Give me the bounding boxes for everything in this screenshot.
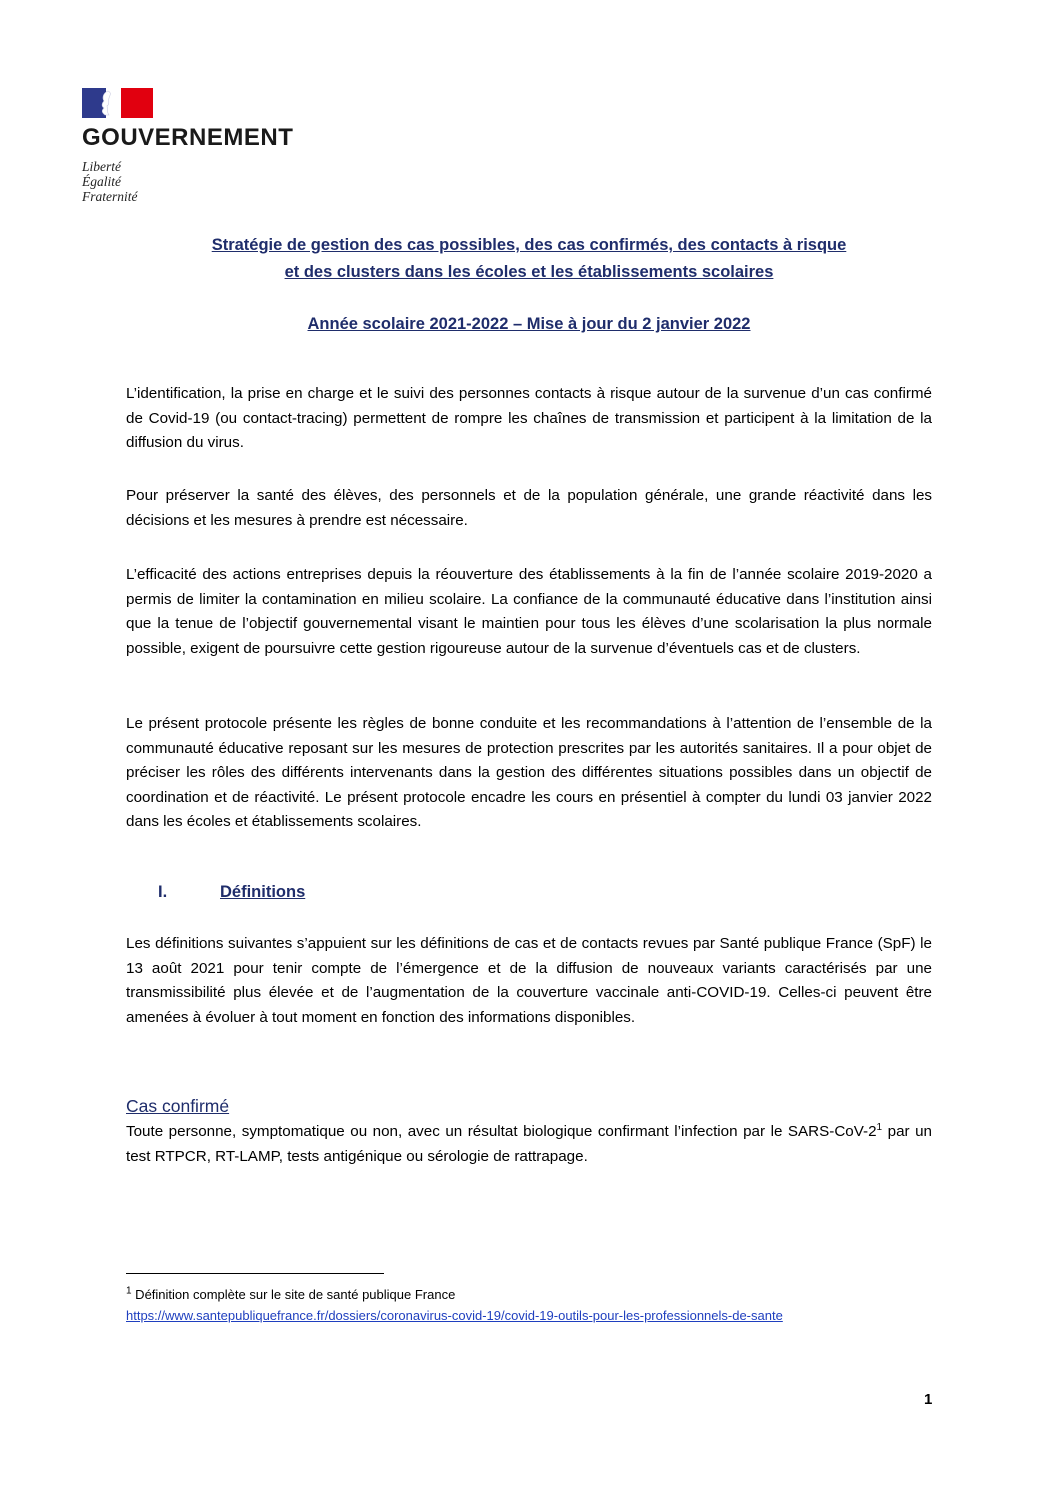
motto <box>82 159 293 204</box>
paragraph-protocol: Le présent protocole présente les règles de bonne conduite et les recommandations à l’attention de l’ensemble de la communauté éducative reposant sur les mesures de protection prescrites par les autorités sanitaires. Il a pour objet de préciser les rôles des différents intervenants dans la gestion des différentes situations possibles dans un objectif de coordination et de réactivité. Le présent protocole encadre les cours en présentiel à compter du lundi 03 janvier 2022 dans les écoles et établissements scolaires. <box>126 715 932 830</box>
title-line-1: Stratégie de gestion des cas possibles, des cas confirmés, des contacts à risque <box>211 236 847 254</box>
marianne-profile-icon <box>96 90 118 116</box>
paragraph-reactivity: Pour préserver la santé des élèves, des personnels et de la population générale, une grande réactivité dans les décisions et les mesures à prendre est nécessaire. <box>126 487 932 529</box>
motto-liberte: Liberté <box>82 159 121 174</box>
government-logo <box>82 88 293 204</box>
footnote-marker: 1 <box>126 1285 132 1297</box>
section-title: Définitions <box>220 883 306 901</box>
paragraph-efficacy: L’efficacité des actions entreprises depuis la réouverture des établissements à la fin de l’année scolaire 2019-2020 a permis de limiter la contamination en milieu scolaire. La confiance de la communauté éducative dans l’institution ainsi que la tenue de l’objectif gouvernemental visant le maintien pour tous les élèves d’une scolarisation la plus normale possible, exigent de poursuivre cette gestion rigoureuse autour de la survenue d’éventuels cas et de clusters. <box>126 566 932 657</box>
motto-fraternite: Fraternité <box>82 189 138 204</box>
section-number: I. <box>158 883 168 901</box>
footnote-text: Définition complète sur le site de santé publique France <box>131 1287 456 1302</box>
page-number: 1 <box>924 1391 933 1408</box>
marianne-flag-icon <box>82 88 153 118</box>
paragraph-definitions: Les définitions suivantes s’appuient sur les définitions de cas et de contacts revues par Santé publique France (SpF) le 13 août 2021 pour tenir compte de l’émergence et de la diffusion de nouveaux variants caractérisés par une transmissibilité plus élevée et de l’augmentation de la couverture vaccinale anti-COVID-19. Celles-ci peuvent être amenées à évoluer à tout moment en fonction des informations disponibles. <box>126 935 932 1026</box>
section-heading-definitions <box>158 880 305 904</box>
motto-egalite: Égalité <box>82 174 121 189</box>
footnote-reference[interactable]: 1 <box>876 1121 883 1133</box>
org-name: GOUVERNEMENT <box>82 124 294 151</box>
footnote-divider <box>126 1273 384 1274</box>
document-title <box>0 232 1058 286</box>
paragraph-cas-confirme: Toute personne, symptomatique ou non, avec un résultat biologique confirmant l’infection par le SARS-$CoV-2^1$ par un test RTPCR, RT-LAMP, tests antigénique ou sérologie de rattrapage. <box>126 1121 932 1165</box>
document-subtitle: Année scolaire 2021-2022 – Mise à jour du 2 janvier 2022 <box>307 315 751 333</box>
title-line-2: et des clusters dans les écoles et les établissements scolaires <box>284 263 774 281</box>
footnote-link[interactable]: https://www.santepubliquefrance.fr/dossiers/coronavirus-covid-19/covid-19-outils-pour-les-professionnels-de-sante <box>126 1308 783 1323</box>
paragraph-intro: L’identification, la prise en charge et le suivi des personnes contacts à risque autour de la survenue d’un cas confirmé de Covid-19 (ou contact-tracing) permettent de rompre les chaînes de transmission et participent à la limitation de la diffusion du virus. <box>126 385 932 451</box>
subheading-cas-confirme: Cas confirmé <box>126 1096 230 1116</box>
footnote <box>126 1284 932 1326</box>
